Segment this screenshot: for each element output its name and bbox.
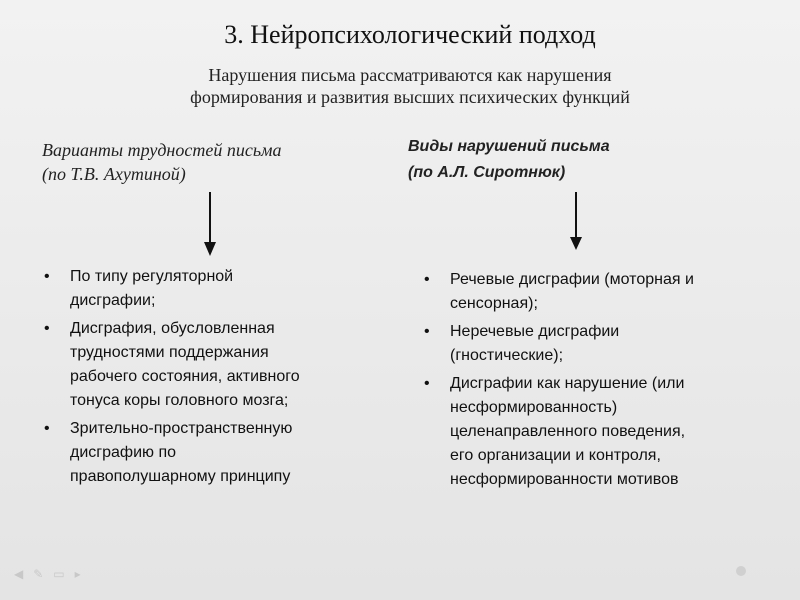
bullet-icon: • [424, 271, 430, 288]
left-heading-line: (по Т.В. Ахутиной) [42, 164, 186, 184]
item-line: рабочего состояния, активного [70, 368, 300, 385]
right-column-heading [408, 134, 610, 186]
item-line: Речевые дисграфии (моторная и [450, 271, 694, 288]
item-line: Неречевые дисграфии [450, 323, 620, 340]
item-line: тонуса коры головного мозга; [70, 392, 289, 409]
bullet-icon: • [424, 323, 430, 340]
bullet-icon: • [44, 268, 50, 285]
item-line: правополушарному принципу [70, 468, 291, 485]
list-item [422, 320, 792, 368]
bullet-icon: • [44, 420, 50, 437]
item-line: (гностические); [450, 347, 564, 364]
pen-icon[interactable]: ✎ [33, 567, 44, 581]
options-icon[interactable]: ▸ [74, 567, 81, 581]
prev-arrow-icon[interactable]: ◀ [14, 567, 24, 581]
bullet-icon: • [424, 375, 430, 392]
item-line: сенсорная); [450, 295, 538, 312]
bullet-icon: • [44, 320, 50, 337]
right-bullet-list [422, 268, 792, 496]
subtitle-line: формирования и развития высших психических функций [190, 87, 630, 107]
item-line: дисграфию по [70, 444, 177, 461]
item-line: несформированность) [450, 399, 618, 416]
down-arrow-icon [200, 190, 220, 260]
list-item [42, 317, 382, 413]
item-line: целенаправленного поведения, [450, 423, 686, 440]
item-line: его организации и контроля, [450, 447, 661, 464]
item-line: По типу регуляторной [70, 268, 234, 285]
item-line: трудностями поддержания [70, 344, 269, 361]
left-heading-line: Варианты трудностей письма [42, 140, 282, 160]
slide-subtitle [60, 64, 760, 108]
item-line: несформированности мотивов [450, 471, 679, 488]
left-column-heading [42, 138, 282, 186]
slide-title: 3. Нейропсихологический подход [224, 20, 596, 49]
item-line: Зрительно-пространственную [70, 420, 293, 437]
list-item [422, 372, 792, 492]
item-line: Дисграфии как нарушение (или [450, 375, 685, 392]
item-line: дисграфии; [70, 292, 156, 309]
right-heading-line: Виды нарушений письма [408, 138, 610, 155]
right-heading-line: (по А.Л. Сиротнюк) [408, 164, 566, 181]
list-item [42, 265, 382, 313]
down-arrow-icon [566, 190, 586, 255]
slides-icon[interactable]: ▭ [53, 567, 65, 581]
slideshow-toolbar [14, 567, 81, 581]
next-slide-icon[interactable] [736, 566, 746, 576]
list-item [42, 417, 382, 489]
list-item [422, 268, 792, 316]
left-bullet-list [42, 265, 382, 493]
subtitle-line: Нарушения письма рассматриваются как нарушения [208, 65, 612, 85]
item-line: Дисграфия, обусловленная [70, 320, 275, 337]
